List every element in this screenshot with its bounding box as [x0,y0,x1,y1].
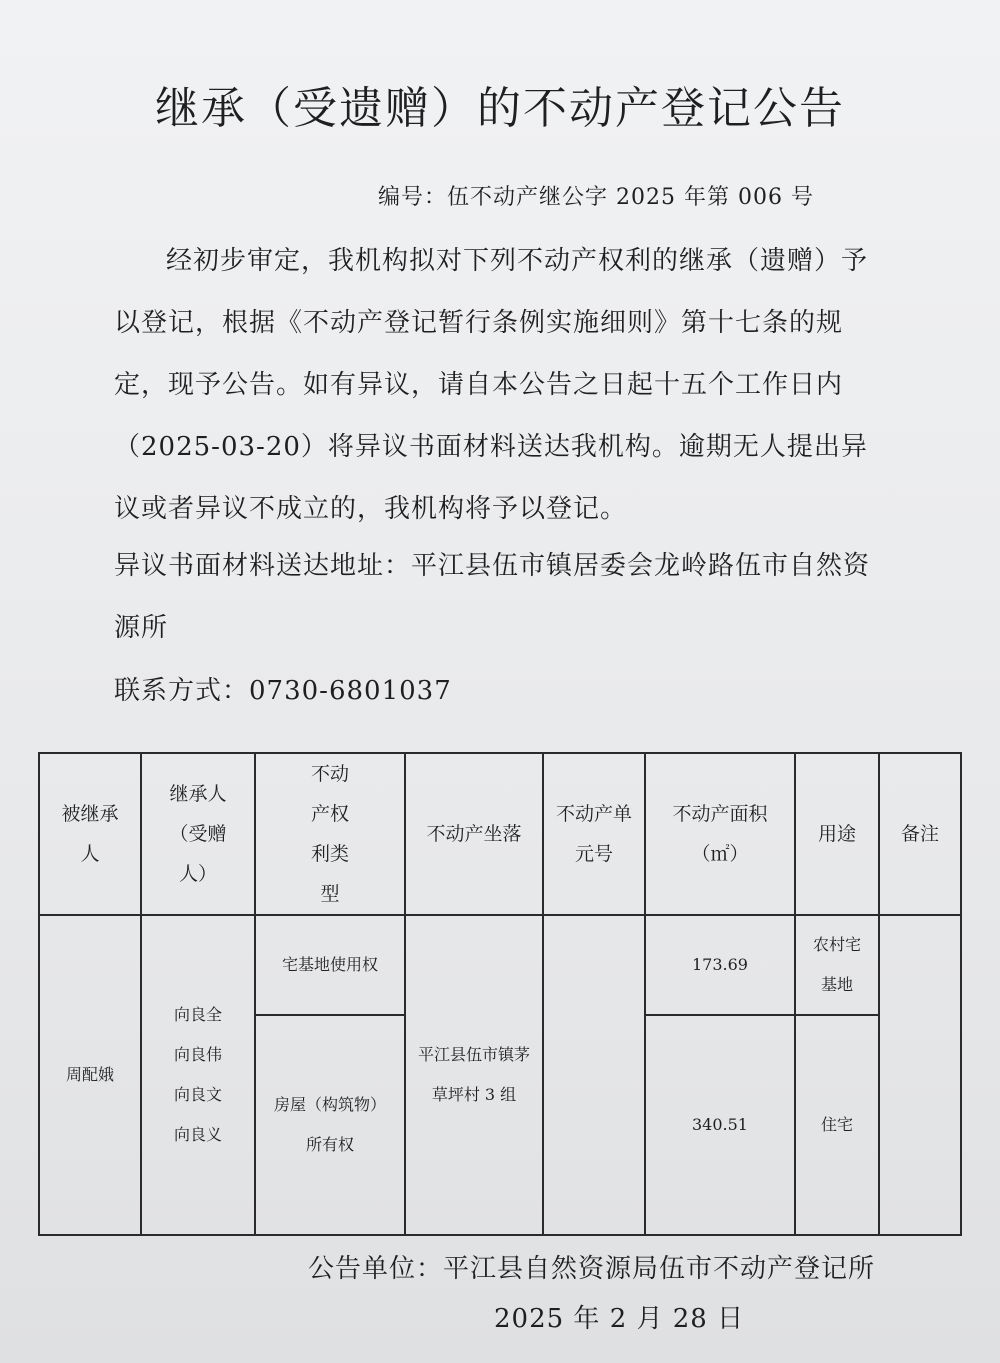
heir-name: 向良文 [173,1085,222,1104]
header-location: 不动产坐落 [405,753,543,915]
header-area: 不动产面积（㎡） [645,753,795,915]
header-decedent: 被继承人 [39,753,141,915]
table-row [39,915,961,1015]
area-cell: 173.69 [645,915,795,1015]
notice-title: 继承（受遗赠）的不动产登记公告 [155,83,845,134]
document-number: 编号：伍不动产继公字 2025 年第 006 号 [378,185,814,210]
header-right-type: 不动产权利类型 [255,753,405,915]
remark-cell [879,915,961,1235]
issuing-unit: 公告单位：平江县自然资源局伍市不动产登记所 [308,1254,876,1284]
use-cell: 农村宅基地 [795,915,879,1015]
header-use: 用途 [795,753,879,915]
decedent-cell: 周配娥 [39,915,141,1235]
area-cell: 340.51 [645,1015,795,1235]
right-type-cell: 宅基地使用权 [255,915,405,1015]
location-cell: 平江县伍市镇茅草坪村 3 组 [405,915,543,1235]
header-remark: 备注 [879,753,961,915]
issue-date: 2025 年 2 月 28 日 [494,1304,745,1334]
right-type-cell: 房屋（构筑物）所有权 [255,1015,405,1235]
heir-name: 向良义 [173,1125,222,1144]
heirs-cell [141,915,255,1235]
unit-number-cell [543,915,645,1235]
heir-name: 向良伟 [173,1045,222,1064]
header-heir: 继承人（受赠人） [141,753,255,915]
objection-address: 异议书面材料送达地址：平江县伍市镇居委会龙岭路伍市自然资源所 [114,551,871,643]
contact-info: 联系方式：0730-6801037 [114,676,452,706]
notice-paragraph-1: 经初步审定，我机构拟对下列不动产权利的继承（遗赠）予以登记，根据《不动产登记暂行条例实施细则》第十七条的规定，现予公告。如有异议，请自本公告之日起十五个工作日内（2025-03-20）将异议书面材料送达我机构。逾期无人提出异议或者异议不成立的，我机构将予以登记。 [114,246,869,524]
use-cell: 住宅 [795,1015,879,1235]
header-unit-number: 不动产单元号 [543,753,645,915]
heir-name: 向良全 [173,1005,222,1024]
registration-table [38,752,962,1236]
table-header-row [39,753,961,915]
